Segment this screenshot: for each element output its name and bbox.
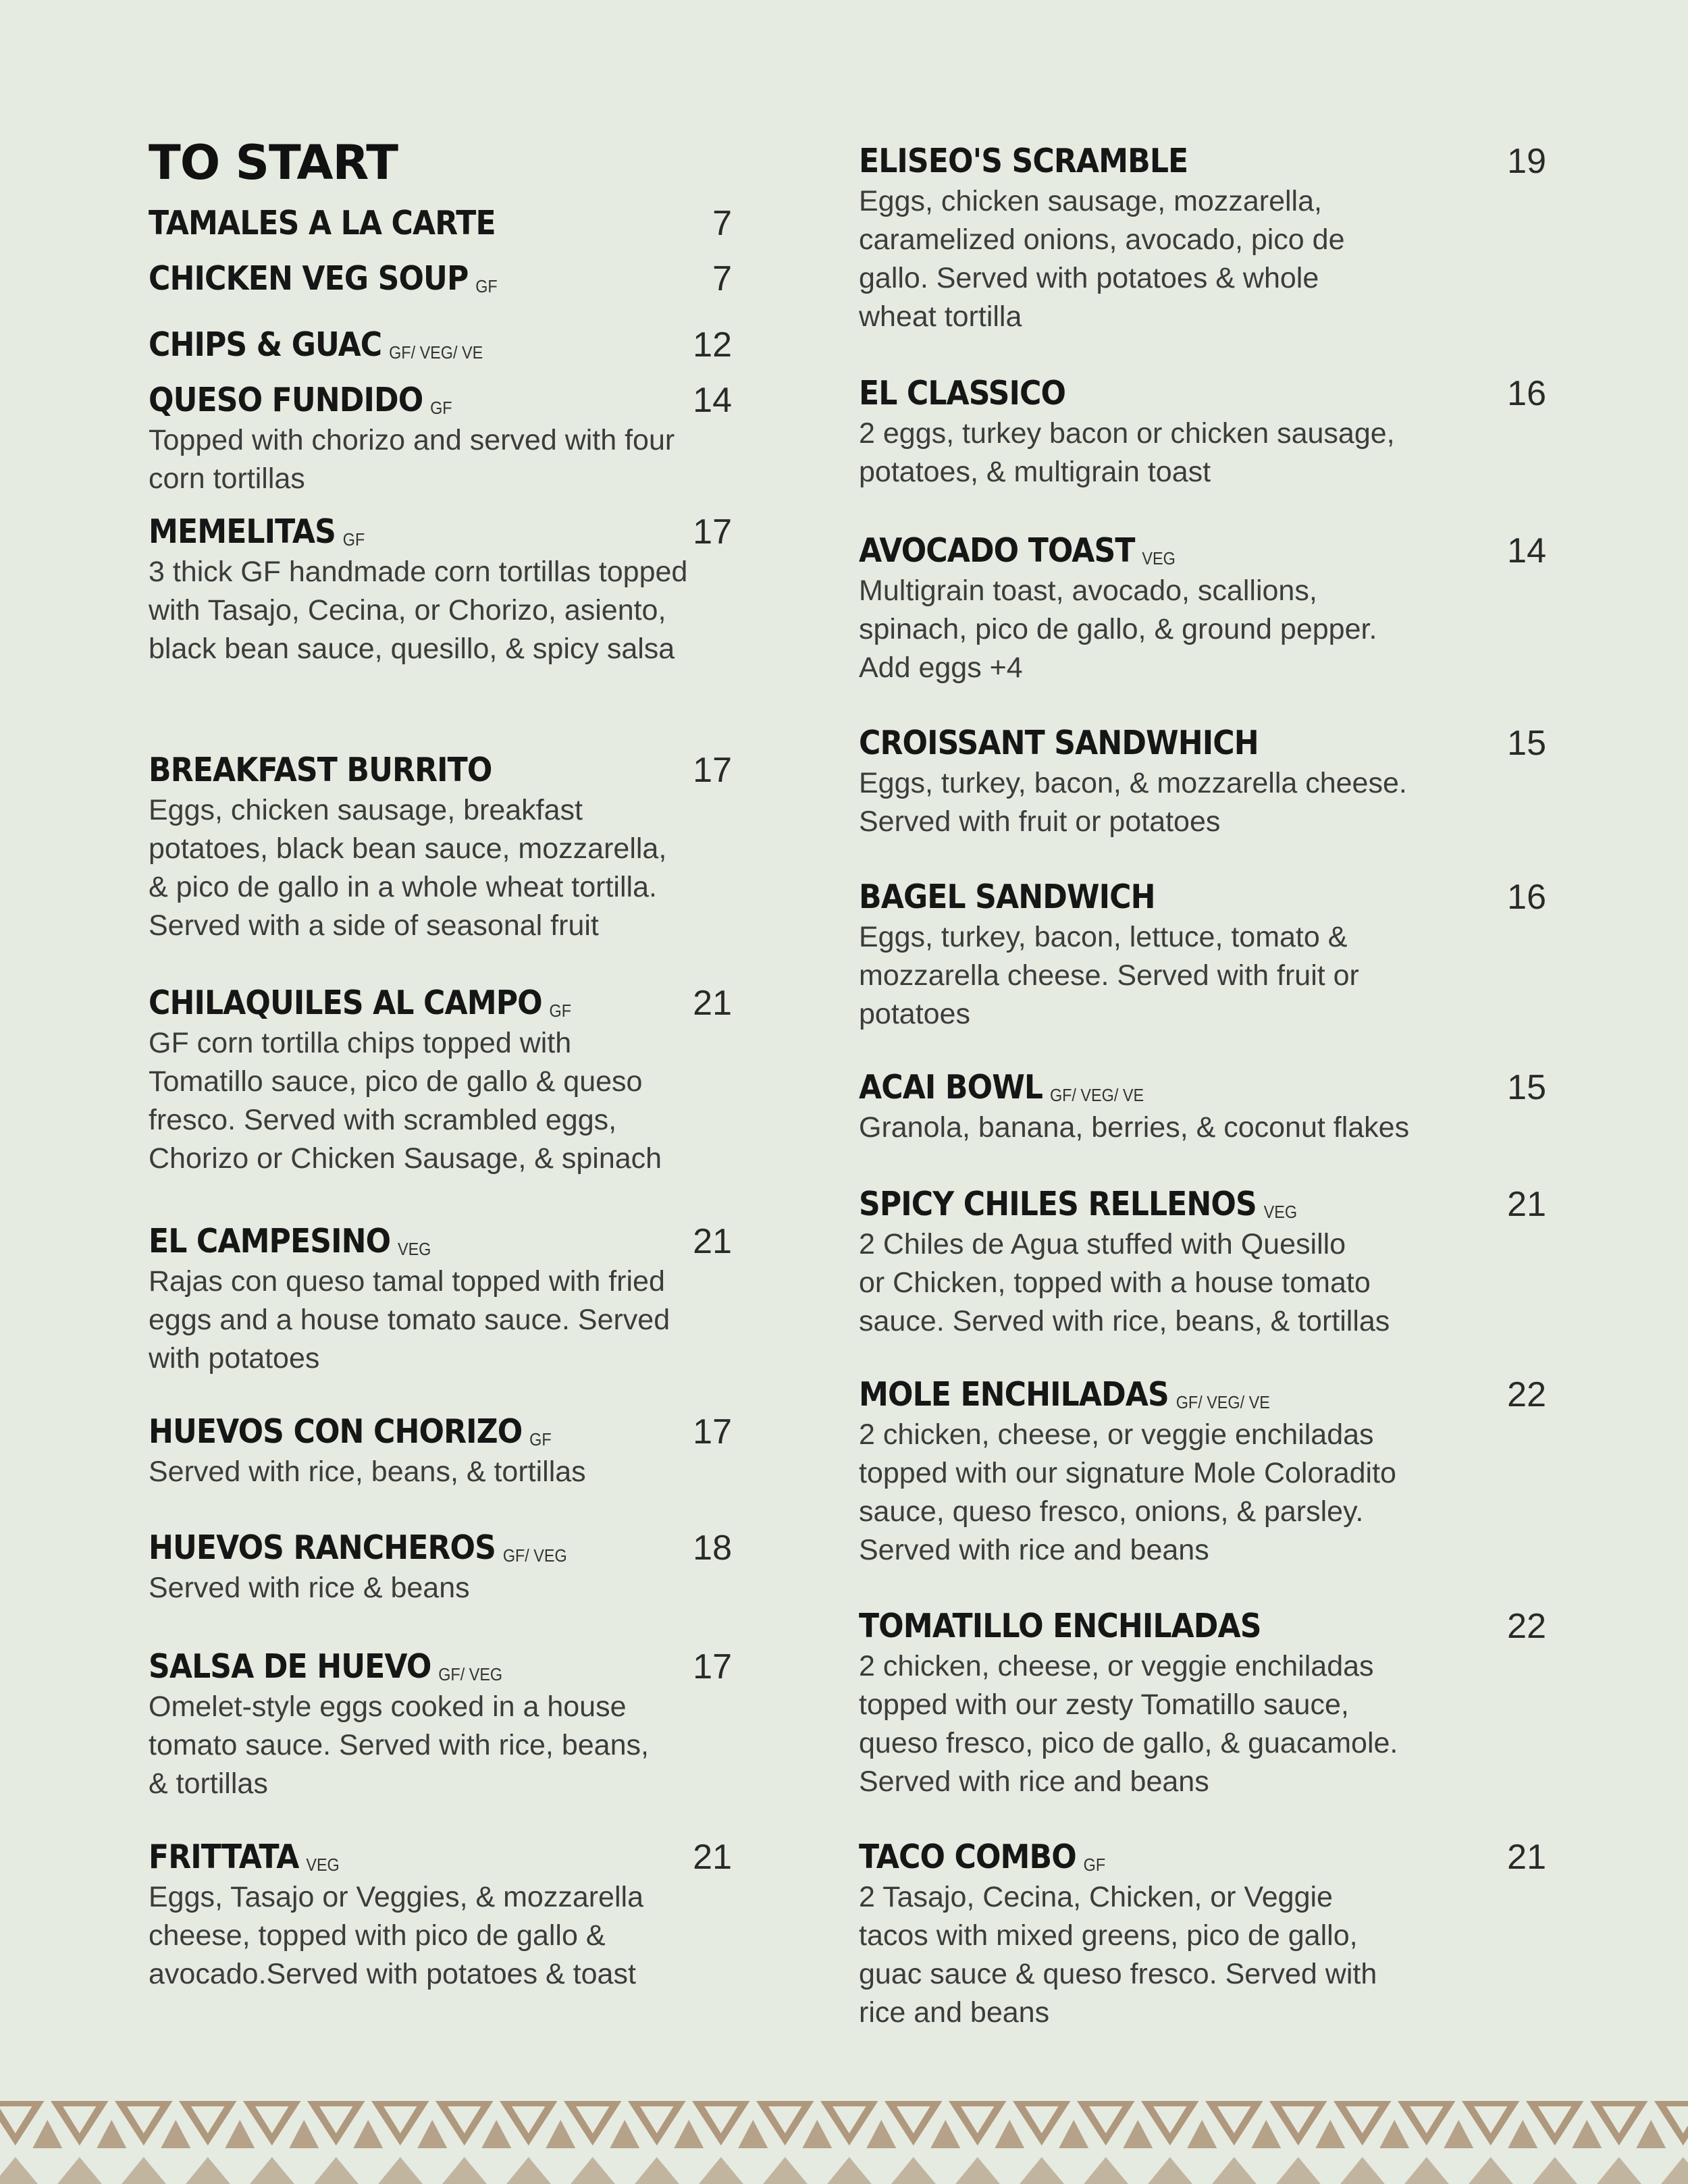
pattern-triangle-lower [1276,2157,1321,2184]
menu-item-name: TOMATILLO ENCHILADAS [859,1607,1261,1645]
pattern-triangle-small [1251,2120,1281,2148]
menu-item-description [149,1262,776,1378]
menu-item-header [149,203,776,244]
pattern-triangle-small [1059,2120,1088,2148]
pattern-triangle-lower [1020,2157,1064,2184]
description-line: guac sauce & queso fresco. Served with [859,1958,1377,1990]
menu-item-description [149,1878,776,1994]
menu-item-description [149,421,776,498]
menu-item-name: MOLE ENCHILADAS GF/ VEG/ VE [859,1375,1270,1414]
description-line: Served with rice and beans [859,1534,1209,1566]
pattern-triangle-small [610,2120,639,2148]
menu-item-chips-guac [149,324,776,366]
menu-item-header [149,982,776,1024]
dietary-tag: GF [430,398,452,418]
description-line: with Tasajo, Cecina, or Chorizo, asiento, [149,594,666,627]
menu-item-price: 17 [693,512,732,552]
description-line: 2 eggs, turkey bacon or chicken sausage, [859,417,1395,450]
menu-item-description [149,553,776,668]
pattern-triangle-small [97,2120,126,2148]
dietary-tag: GF/ VEG/ VE [389,342,483,363]
menu-item-name: ELISEO'S SCRAMBLE [859,142,1188,180]
pattern-triangle-small [1315,2120,1345,2148]
menu-item-description [859,918,1546,1034]
description-line: tomato sauce. Served with rice, beans, [149,1729,649,1761]
menu-item-taco-combo [859,1836,1546,2032]
description-line: Granola, banana, berries, & coconut flakes [859,1111,1410,1144]
description-line: or Chicken, topped with a house tomato [859,1267,1371,1299]
description-line: sauce, queso fresco, onions, & parsley. [859,1495,1364,1528]
menu-item-acai-bowl [859,1067,1546,1147]
pattern-triangle-lower [1212,2157,1257,2184]
pattern-triangle-lower [1533,2157,1577,2184]
pattern-triangle-small [1187,2120,1217,2148]
description-line: Topped with chorizo and served with four [149,424,675,456]
pattern-triangle-lower [250,2157,294,2184]
section-title: TO START [149,135,398,190]
menu-item-price: 21 [693,1838,732,1877]
description-line: Eggs, chicken sausage, breakfast [149,794,583,826]
menu-item-avocado-toast [859,530,1546,687]
pattern-triangle-lower [378,2157,423,2184]
dietary-tag: VEG [306,1855,340,1875]
dietary-tag: GF [1083,1855,1106,1875]
menu-item-header [859,373,1546,415]
menu-item-name: HUEVOS RANCHEROS GF/ VEG [149,1528,567,1567]
menu-item-name: CROISSANT SANDWHICH [859,724,1259,762]
pattern-triangle-lower [186,2157,230,2184]
menu-item-frittata [149,1836,776,1994]
menu-item-price: 7 [712,204,732,243]
menu-item-bagel-sandwich [859,876,1546,1034]
description-line: potatoes, & multigrain toast [859,456,1211,488]
menu-item-price: 14 [1507,531,1546,570]
menu-item-price: 21 [1507,1838,1546,1877]
pattern-triangle-small [32,2120,62,2148]
menu-item-name: ACAI BOWL GF/ VEG/ VE [859,1068,1144,1107]
menu-item-header [149,1411,776,1453]
menu-item-price: 17 [693,751,732,790]
menu-item-header [149,749,776,791]
pattern-triangle-small [1508,2120,1537,2148]
description-line: Served with rice and beans [859,1765,1209,1798]
dietary-tag: GF [475,276,498,296]
description-line: Eggs, turkey, bacon, lettuce, tomato & [859,921,1348,953]
menu-item-name: SPICY CHILES RELLENOS VEG [859,1185,1298,1223]
description-line: Tomatillo sauce, pico de gallo & queso [149,1065,643,1098]
pattern-triangle-lower [122,2157,166,2184]
menu-item-queso-fundido [149,379,776,498]
description-line: caramelized onions, avocado, pico de [859,223,1345,256]
pattern-triangle-small [417,2120,447,2148]
menu-item-croissant-sandwhich [859,722,1546,841]
description-line: Eggs, Tasajo or Veggies, & mozzarella [149,1881,643,1913]
dietary-tag: VEG [397,1239,431,1259]
description-line: fresco. Served with scrambled eggs, [149,1104,617,1136]
menu-item-header [859,1067,1546,1109]
menu-item-header [859,1605,1546,1647]
menu-item-price: 17 [693,1412,732,1451]
menu-item-price: 22 [1507,1607,1546,1646]
menu-item-name: HUEVOS CON CHORIZO GF [149,1412,552,1451]
dietary-tag: GF/ VEG/ VE [1176,1392,1270,1412]
dietary-tag: GF [342,529,365,550]
menu-item-spicy-chiles-rellenos [859,1183,1546,1341]
menu-item-price: 14 [693,381,732,420]
description-line: cheese, topped with pico de gallo & [149,1919,606,1952]
menu-item-name: BAGEL SANDWICH [859,878,1155,916]
triangle-pattern-border [0,2093,1688,2184]
description-line: Multigrain toast, avocado, scallions, [859,575,1317,607]
menu-item-huevos-rancheros [149,1527,776,1607]
pattern-triangle-small [674,2120,704,2148]
menu-item-price: 15 [1507,724,1546,763]
menu-item-description [149,791,776,945]
pattern-triangle-small [866,2120,896,2148]
menu-item-price: 16 [1507,878,1546,917]
pattern-triangle-small [289,2120,319,2148]
menu-item-description [859,1416,1546,1570]
description-line: corn tortillas [149,462,305,495]
menu-item-header [859,530,1546,572]
menu-item-header [149,1527,776,1569]
pattern-triangle-lower [827,2157,872,2184]
menu-item-description [149,1024,776,1178]
menu-item-description [859,572,1546,687]
menu-item-price: 18 [693,1528,732,1568]
description-line: 2 Chiles de Agua stuffed with Quesillo [859,1228,1346,1260]
pattern-triangle-lower [1661,2157,1688,2184]
menu-item-breakfast-burrito [149,749,776,945]
pattern-triangle-small [1379,2120,1409,2148]
description-line: tacos with mixed greens, pico de gallo, [859,1919,1358,1952]
menu-item-tomatillo-enchiladas [859,1605,1546,1801]
pattern-triangle-small [738,2120,768,2148]
pattern-triangle-lower [442,2157,487,2184]
pattern-triangle-small [225,2120,255,2148]
menu-item-description [859,1647,1546,1801]
pattern-triangle-lower [0,2157,38,2184]
menu-item-header [149,379,776,421]
menu-item-price: 17 [693,1647,732,1686]
pattern-triangle-lower [763,2157,808,2184]
pattern-triangle-small [546,2120,575,2148]
description-line: 2 chicken, cheese, or veggie enchiladas [859,1418,1374,1451]
menu-item-price: 16 [1507,374,1546,413]
menu-item-eliseo-s-scramble [859,140,1546,336]
description-line: Served with a side of seasonal fruit [149,909,599,942]
pattern-triangle-lower [1148,2157,1192,2184]
pattern-triangle-small [995,2120,1024,2148]
description-line: 2 Tasajo, Cecina, Chicken, or Veggie [859,1881,1333,1913]
menu-item-header [149,1221,776,1262]
menu-item-header [859,1374,1546,1416]
menu-item-name: TACO COMBO GF [859,1838,1106,1876]
menu-item-header [859,876,1546,918]
menu-item-name: AVOCADO TOAST VEG [859,531,1176,570]
pattern-triangle-lower [1340,2157,1385,2184]
menu-item-chicken-veg-soup [149,258,776,300]
pattern-triangle-lower [506,2157,551,2184]
menu-item-name: EL CLASSICO [859,374,1066,412]
description-line: Omelet-style eggs cooked in a house [149,1690,627,1723]
pattern-triangle-lower [57,2157,102,2184]
menu-item-tamales-a-la-carte [149,203,776,244]
menu-item-name: CHILAQUILES AL CAMPO GF [149,984,572,1022]
dietary-tag: GF [529,1429,552,1449]
menu-item-price: 12 [693,325,732,365]
description-line: Served with rice & beans [149,1572,470,1604]
dietary-tag: GF/ VEG [502,1545,567,1566]
menu-item-name: BREAKFAST BURRITO [149,751,492,789]
menu-item-mole-enchiladas [859,1374,1546,1570]
menu-item-price: 21 [693,984,732,1023]
description-line: & tortillas [149,1767,268,1800]
menu-item-description [859,1878,1546,2032]
description-line: Served with fruit or potatoes [859,805,1221,838]
menu-item-header [859,140,1546,182]
dietary-tag: VEG [1142,548,1176,568]
menu-item-price: 7 [712,259,732,298]
description-line: black bean sauce, quesillo, & spicy salsa [149,633,675,665]
description-line: potatoes [859,998,970,1030]
menu-item-header [149,511,776,553]
menu-item-chilaquiles-al-campo [149,982,776,1178]
description-line: with potatoes [149,1342,320,1375]
menu-item-description [859,764,1546,841]
menu-item-price: 22 [1507,1375,1546,1414]
menu-item-price: 15 [1507,1068,1546,1107]
description-line: topped with our signature Mole Coloradito [859,1457,1396,1489]
menu-item-header [149,1646,776,1688]
menu-item-description [859,1225,1546,1341]
pattern-triangle-lower [891,2157,936,2184]
pattern-triangle-lower [571,2157,615,2184]
menu-item-price: 21 [693,1222,732,1261]
menu-item-name: SALSA DE HUEVO GF/ VEG [149,1647,503,1686]
menu-item-header [859,1183,1546,1225]
description-line: Rajas con queso tamal topped with fried [149,1265,665,1298]
pattern-triangle-small [353,2120,383,2148]
menu-item-name: FRITTATA VEG [149,1838,340,1876]
description-line: rice and beans [859,1996,1050,2029]
description-line: Eggs, chicken sausage, mozzarella, [859,185,1322,217]
menu-item-header [859,1836,1546,1878]
description-line: sauce. Served with rice, beans, & tortillas [859,1305,1390,1337]
menu-item-description [149,1688,776,1803]
menu-item-header [149,1836,776,1878]
description-line: Chorizo or Chicken Sausage, & spinach [149,1142,662,1175]
menu-item-header [149,258,776,300]
description-line: queso fresco, pico de gallo, & guacamole. [859,1727,1398,1759]
menu-item-description [859,415,1546,491]
pattern-triangle-small [1123,2120,1153,2148]
pattern-triangle-small [930,2120,960,2148]
menu-item-name: CHIPS & GUAC GF/ VEG/ VE [149,325,483,364]
menu-item-name: MEMELITAS GF [149,512,365,551]
description-line: 2 chicken, cheese, or veggie enchiladas [859,1650,1374,1682]
description-line: potatoes, black bean sauce, mozzarella, [149,832,667,865]
menu-item-header [859,722,1546,764]
dietary-tag: GF [549,1001,572,1021]
description-line: wheat tortilla [859,300,1022,333]
pattern-triangle-small [1636,2120,1666,2148]
pattern-triangle-lower [1404,2157,1449,2184]
menu-item-header [149,324,776,366]
menu-item-price: 21 [1507,1185,1546,1224]
description-line: Served with rice, beans, & tortillas [149,1456,586,1488]
menu-item-price: 19 [1507,142,1546,181]
menu-item-description [859,182,1546,336]
menu-item-huevos-con-chorizo [149,1411,776,1491]
dietary-tag: GF/ VEG [438,1664,503,1684]
pattern-triangle-lower [635,2157,679,2184]
pattern-triangle-lower [1084,2157,1128,2184]
menu-item-name: EL CAMPESINO VEG [149,1222,431,1260]
description-line: eggs and a house tomato sauce. Served [149,1304,670,1336]
pattern-triangle-lower [314,2157,359,2184]
pattern-triangle-lower [955,2157,1000,2184]
description-line: gallo. Served with potatoes & whole [859,262,1319,294]
pattern-triangle-lower [699,2157,743,2184]
pattern-triangle-small [1572,2120,1602,2148]
pattern-triangle-small [161,2120,190,2148]
pattern-triangle-lower [1469,2157,1513,2184]
description-line: Add eggs +4 [859,651,1023,684]
menu-item-name: QUESO FUNDIDO GF [149,381,452,419]
menu-item-el-classico [859,373,1546,491]
triangle-pattern-icon [0,2093,1688,2184]
menu-item-name: CHICKEN VEG SOUP GF [149,259,498,298]
description-line: & pico de gallo in a whole wheat tortilla. [149,871,657,903]
pattern-triangle-small [802,2120,832,2148]
description-line: 3 thick GF handmade corn tortillas topped [149,556,688,588]
dietary-tag: VEG [1263,1202,1298,1222]
description-line: GF corn tortilla chips topped with [149,1027,572,1059]
description-line: spinach, pico de gallo, & ground pepper. [859,613,1377,645]
description-line: mozzarella cheese. Served with fruit or [859,959,1359,992]
menu-item-salsa-de-huevo [149,1646,776,1803]
description-line: Eggs, turkey, bacon, & mozzarella cheese. [859,767,1407,799]
menu-item-el-campesino [149,1221,776,1378]
pattern-triangle-lower [1597,2157,1641,2184]
description-line: avocado.Served with potatoes & toast [149,1958,636,1990]
menu-item-memelitas [149,511,776,668]
pattern-triangle-small [1444,2120,1473,2148]
description-line: topped with our zesty Tomatillo sauce, [859,1688,1349,1721]
menu-item-name: TAMALES A LA CARTE [149,204,496,242]
dietary-tag: GF/ VEG/ VE [1049,1085,1144,1105]
pattern-triangle-small [481,2120,511,2148]
